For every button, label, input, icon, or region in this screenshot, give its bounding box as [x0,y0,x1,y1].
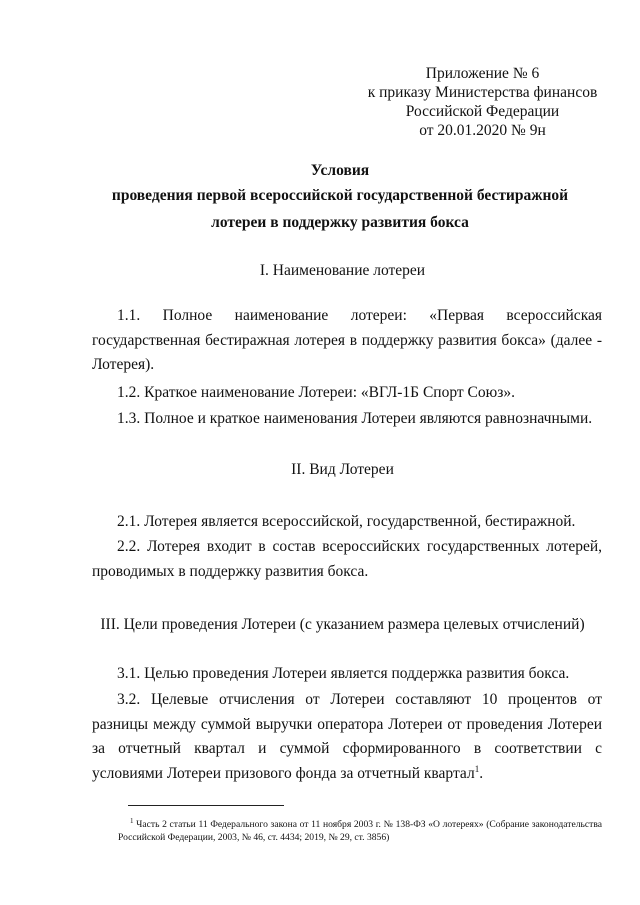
paragraph-1-1: 1.1. Полное наименование лотереи: «Первая всероссийская государственная бестиражная лотерея в поддержку развития бокса» (далее - Лотерея). [92,307,602,373]
document-subtitle-line1: проведения первой всероссийской государственной бестиражной [111,187,569,204]
footnote-mark: 1 [130,816,134,825]
paragraph-2-1: 2.1. Лотерея является всероссийской, государственной, бестиражной. [117,513,576,530]
appendix-country: Российской Федерации [405,103,560,120]
paragraph-3-2: 3.2. Целевые отчисления от Лотереи составляют 10 процентов от разницы между суммой выручки оператора Лотереи от проведения Лотереи за отчетный квартал и суммой сформированного в соответствии с условиями Лотереи призового фонда за отчетный квартал$^1$. [92,691,602,782]
paragraph-1-2: 1.2. Краткое наименование Лотереи: «ВГЛ-1Б Спорт Союз». [117,384,515,401]
section-1-heading: I. Наименование лотереи [259,262,426,279]
section-2-heading: II. Вид Лотереи [291,461,394,478]
appendix-order-ref: к приказу Министерства финансов [367,84,598,101]
paragraph-3-2-text: 3.2. Целевые отчисления от Лотереи составляют 10 процентов от разницы между суммой выручки оператора Лотереи от проведения Лотереи за отчетный квартал и суммой сформированного в соответствии с условиями Лотереи призового фонда за отчетный квартал [92,691,602,782]
document-title: Условия [310,162,370,179]
paragraph-2-2: 2.2. Лотерея входит в состав всероссийских государственных лотерей, проводимых в поддержку развития бокса. [92,538,602,580]
appendix-date: от 20.01.2020 № 9н [419,122,546,139]
document-subtitle-line2: лотереи в поддержку развития бокса [211,214,469,231]
footnote-text: Часть 2 статьи 11 Федерального закона от 11 ноября 2003 г. № 138-ФЗ «О лотереях» (Собрание законодательства Российской Федерации, 2003, № 46, ст. 4434; 2019, № 29, ст. 3856) [118,819,602,843]
footnote-divider [128,805,284,806]
paragraph-1-3: 1.3. Полное и краткое наименования Лотереи являются равнозначными. [117,410,593,427]
section-3-heading: III. Цели проведения Лотереи (с указанием размера целевых отчислений) [100,616,585,633]
appendix-number: Приложение № 6 [425,65,540,82]
paragraph-3-1: 3.1. Целью проведения Лотереи является поддержка развития бокса. [117,665,570,682]
appendix-header [360,64,605,140]
footnote-reference[interactable]: 1 [474,763,480,774]
footnote [118,818,602,844]
